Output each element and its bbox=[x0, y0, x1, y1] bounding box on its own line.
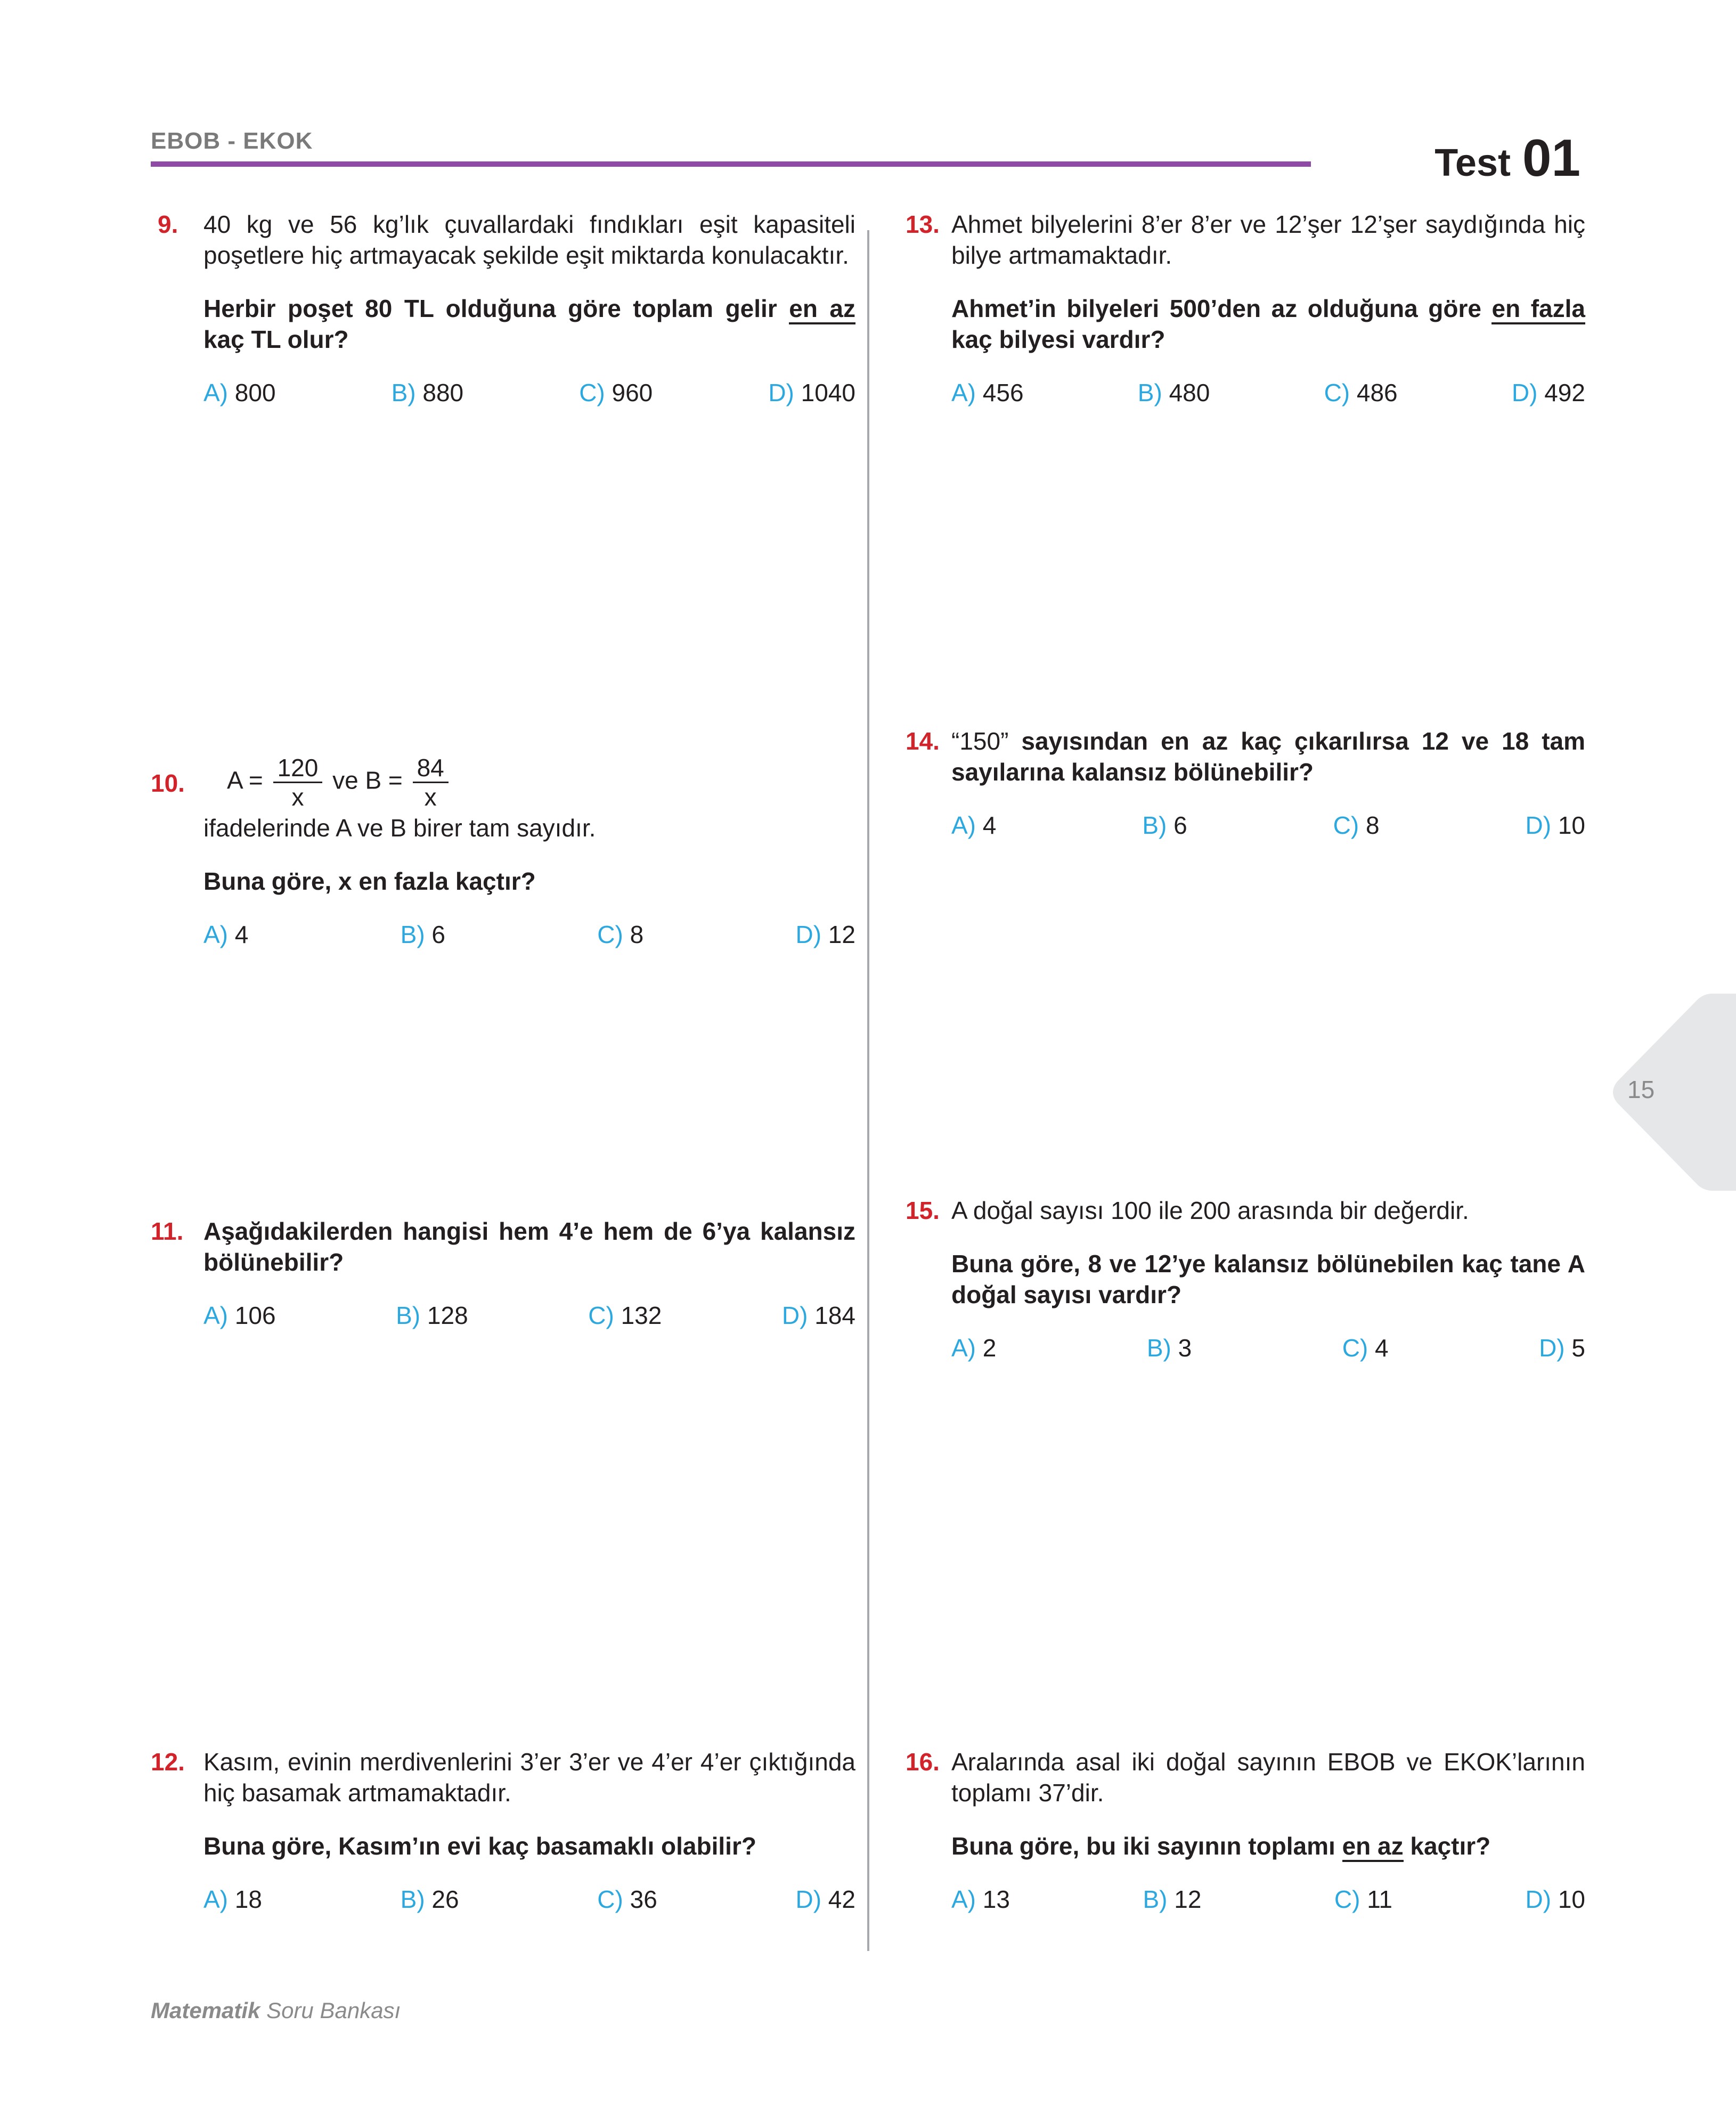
answer-options bbox=[951, 1332, 1585, 1363]
question-stem: ifadelerinde A ve B birer tam sayıdır. bbox=[203, 814, 596, 842]
question-ask: Buna göre, bu iki sayının toplamı en az kaçtır? bbox=[951, 1831, 1585, 1861]
underlined-text: en fazla bbox=[1492, 295, 1585, 324]
question-number: 16. bbox=[906, 1748, 940, 1776]
header-rule bbox=[151, 161, 1311, 167]
option-d[interactable]: D) 492 bbox=[1511, 379, 1585, 406]
option-a[interactable]: A) 13 bbox=[951, 1885, 1010, 1913]
question-stem: 40 kg ve 56 kg’lık çuvallardaki fındıkları eşit kapasiteli poşetlere hiç artmayacak şekilde eşit miktarda konulacaktır. bbox=[203, 210, 855, 269]
question-14 bbox=[906, 726, 1585, 841]
answer-options bbox=[951, 377, 1585, 408]
option-b[interactable]: B) 12 bbox=[1143, 1885, 1202, 1913]
question-number: 15. bbox=[906, 1197, 940, 1224]
question-ask: Aşağıdakilerden hangisi hem 4’e hem de 6’ya kalansız bölünebilir? bbox=[203, 1217, 855, 1276]
question-stem: Ahmet bilyelerini 8’er 8’er ve 12’şer 12’şer saydığında hiç bilye artmamaktadır. bbox=[951, 210, 1585, 269]
option-c[interactable]: C) 36 bbox=[597, 1885, 657, 1913]
option-c[interactable]: C) 960 bbox=[579, 379, 653, 406]
expression: A = $\frac{120}{x}$ ve B = $\frac{84}{x}$ bbox=[203, 754, 855, 812]
question-13 bbox=[906, 209, 1585, 408]
question-number: 9. bbox=[158, 210, 178, 238]
option-d[interactable]: D) 10 bbox=[1525, 1885, 1585, 1913]
option-a[interactable]: A) 2 bbox=[951, 1334, 997, 1362]
option-b[interactable]: B) 880 bbox=[391, 379, 464, 406]
question-number: 12. bbox=[151, 1748, 185, 1776]
page-number: 15 bbox=[1627, 1076, 1655, 1103]
option-c[interactable]: C) 8 bbox=[597, 921, 644, 948]
option-a[interactable]: A) 800 bbox=[203, 379, 276, 406]
underlined-text: en az bbox=[1342, 1832, 1404, 1862]
option-c[interactable]: C) 486 bbox=[1324, 379, 1398, 406]
option-c[interactable]: C) 11 bbox=[1334, 1885, 1392, 1913]
option-d[interactable]: D) 12 bbox=[795, 921, 855, 948]
question-9 bbox=[158, 209, 855, 408]
footer: Matematik Soru Bankası bbox=[151, 1998, 401, 2023]
question-number: 13. bbox=[906, 210, 940, 238]
option-a[interactable]: A) 4 bbox=[203, 921, 249, 948]
question-15 bbox=[906, 1195, 1585, 1363]
answer-options bbox=[203, 919, 855, 950]
test-number: 01 bbox=[1522, 128, 1580, 187]
option-b[interactable]: B) 26 bbox=[400, 1885, 459, 1913]
option-b[interactable]: B) 6 bbox=[400, 921, 446, 948]
option-a[interactable]: A) 456 bbox=[951, 379, 1024, 406]
option-a[interactable]: A) 4 bbox=[951, 811, 997, 839]
option-d[interactable]: D) 10 bbox=[1525, 811, 1585, 839]
question-stem: Kasım, evinin merdivenlerini 3’er 3’er ve 4’er 4’er çıktığında hiç basamak artmamaktadır. bbox=[203, 1748, 855, 1807]
option-d[interactable]: D) 1040 bbox=[768, 379, 855, 406]
option-b[interactable]: B) 128 bbox=[396, 1302, 468, 1329]
option-b[interactable]: B) 480 bbox=[1137, 379, 1210, 406]
column-divider bbox=[867, 230, 869, 1951]
underlined-text: en az bbox=[789, 295, 855, 324]
question-10 bbox=[151, 754, 855, 950]
option-c[interactable]: C) 4 bbox=[1342, 1334, 1389, 1362]
question-ask: Buna göre, Kasım’ın evi kaç basamaklı olabilir? bbox=[203, 1832, 756, 1860]
question-ask: Ahmet’in bilyeleri 500’den az olduğuna göre en fazla kaç bilyesi vardır? bbox=[951, 295, 1585, 353]
option-b[interactable]: B) 6 bbox=[1142, 811, 1187, 839]
question-ask: Herbir poşet 80 TL olduğuna göre toplam gelir en az kaç TL olur? bbox=[203, 295, 855, 353]
test-label bbox=[1435, 128, 1580, 188]
answer-options bbox=[203, 1300, 855, 1331]
option-a[interactable]: A) 18 bbox=[203, 1885, 262, 1913]
question-number: 10. bbox=[151, 769, 185, 797]
option-d[interactable]: D) 5 bbox=[1539, 1334, 1585, 1362]
option-d[interactable]: D) 184 bbox=[781, 1302, 855, 1329]
option-b[interactable]: B) 3 bbox=[1146, 1334, 1192, 1362]
question-12 bbox=[151, 1746, 855, 1915]
question-ask: Buna göre, 8 ve 12’ye kalansız bölünebilen kaç tane A doğal sayısı vardır? bbox=[951, 1250, 1585, 1308]
question-stem: Aralarında asal iki doğal sayının EBOB ve EKOK’larının toplamı 37’dir. bbox=[951, 1748, 1585, 1807]
question-11 bbox=[151, 1216, 855, 1331]
fraction-120-x: $\frac{120}{x}$ bbox=[273, 754, 323, 811]
answer-options bbox=[951, 1884, 1585, 1915]
section-title: EBOB - EKOK bbox=[151, 128, 313, 154]
question-number: 14. bbox=[906, 727, 940, 755]
option-d[interactable]: D) 42 bbox=[795, 1885, 855, 1913]
question-ask: Buna göre, x en fazla kaçtır? bbox=[203, 867, 536, 895]
answer-options bbox=[203, 1884, 855, 1915]
question-stem: A doğal sayısı 100 ile 200 arasında bir değerdir. bbox=[951, 1197, 1469, 1224]
fraction-84-x: $\frac{84}{x}$ bbox=[413, 754, 449, 811]
question-stem: “150” sayısından en az kaç çıkarılırsa 12 ve 18 tam sayılarına kalansız bölünebilir? bbox=[951, 727, 1585, 786]
question-16 bbox=[906, 1746, 1585, 1915]
answer-options bbox=[203, 377, 855, 408]
option-c[interactable]: C) 132 bbox=[588, 1302, 662, 1329]
option-a[interactable]: A) 106 bbox=[203, 1302, 276, 1329]
question-number: 11. bbox=[151, 1217, 184, 1245]
answer-options bbox=[951, 810, 1585, 841]
test-word: Test bbox=[1435, 142, 1511, 184]
option-c[interactable]: C) 8 bbox=[1333, 811, 1380, 839]
